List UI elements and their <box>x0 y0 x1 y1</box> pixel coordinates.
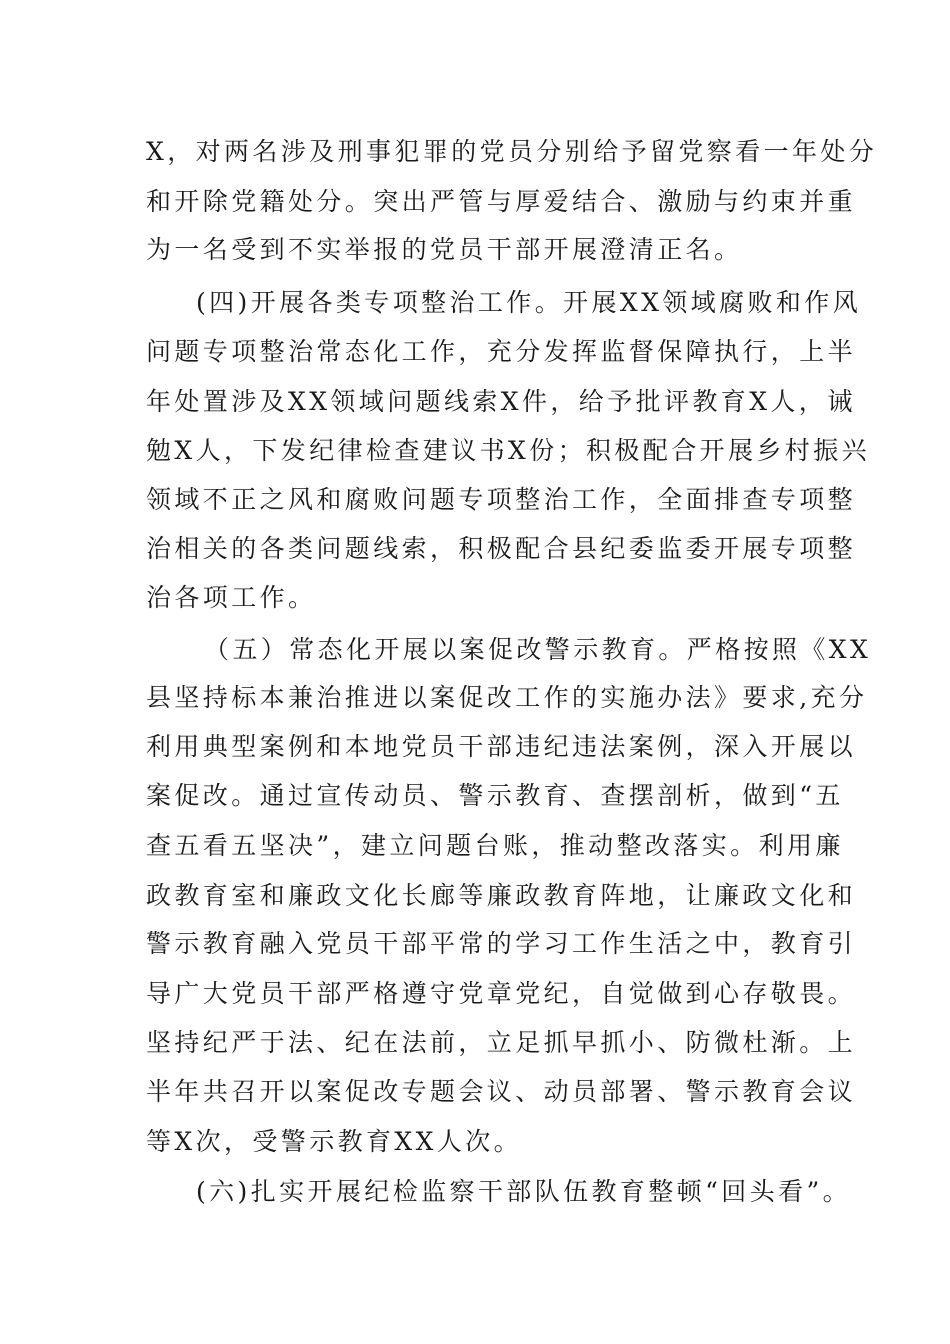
text-line: 年处置涉及XX领域问题线索X件，给予批评教育X人，诫 <box>146 387 856 416</box>
text-line: 导广大党员干部严格遵守党章党纪，自觉做到心存敬畏。 <box>146 979 857 1008</box>
text-line: 政教育室和廉政文化长廊等廉政教育阵地，让廉政文化和 <box>146 881 857 910</box>
text-line: 查五看五坚决”，建立问题台账，推动整改落实。利用廉 <box>146 831 844 860</box>
text-line: 案促改。通过宣传动员、警示教育、查摆剖析，做到“五 <box>146 781 844 810</box>
text-line: 领域不正之风和腐败问题专项整治工作，全面排查专项整 <box>146 485 857 514</box>
text-line: X，对两名涉及刑事犯罪的党员分别给予留党察看一年处分 <box>146 137 878 166</box>
text-line: 问题专项整治常态化工作，充分发挥监督保障执行，上半 <box>146 337 857 366</box>
text-line: 利用典型案例和本地党员干部违纪违法案例，深入开展以 <box>146 732 857 761</box>
text-line: 警示教育融入党员干部平常的学习工作生活之中，教育引 <box>146 929 857 958</box>
text-line: 坚持纪严于法、纪在法前，立足抓早抓小、防微杜渐。上 <box>146 1028 857 1057</box>
text-line: 等X次，受警示教育XX人次。 <box>146 1127 522 1156</box>
text-line: 县坚持标本兼治推进以案促改工作的实施办法》要求,充分 <box>146 683 868 712</box>
text-line: 和开除党籍处分。突出严管与厚爱结合、激励与约束并重 <box>146 187 857 216</box>
section-heading-5: （五）常态化开展以案促改警示教育。严格按照《XX <box>204 635 872 664</box>
section-heading-6: (六)扎实开展纪检监察干部队伍教育整顿“回头看”。 <box>196 1177 852 1206</box>
text-line: 勉X人，下发纪律检查建议书X份；积极配合开展乡村振兴 <box>146 436 870 465</box>
text-line: 半年共召开以案促改专题会议、动员部署、警示教育会议 <box>146 1077 857 1106</box>
text-line: 治各项工作。 <box>146 583 317 612</box>
section-heading-4: (四)开展各类专项整治工作。开展XX领域腐败和作风 <box>196 288 862 317</box>
text-line: 治相关的各类问题线索，积极配合县纪委监委开展专项整 <box>146 534 857 563</box>
text-line: 为一名受到不实举报的党员干部开展澄清正名。 <box>146 235 743 264</box>
